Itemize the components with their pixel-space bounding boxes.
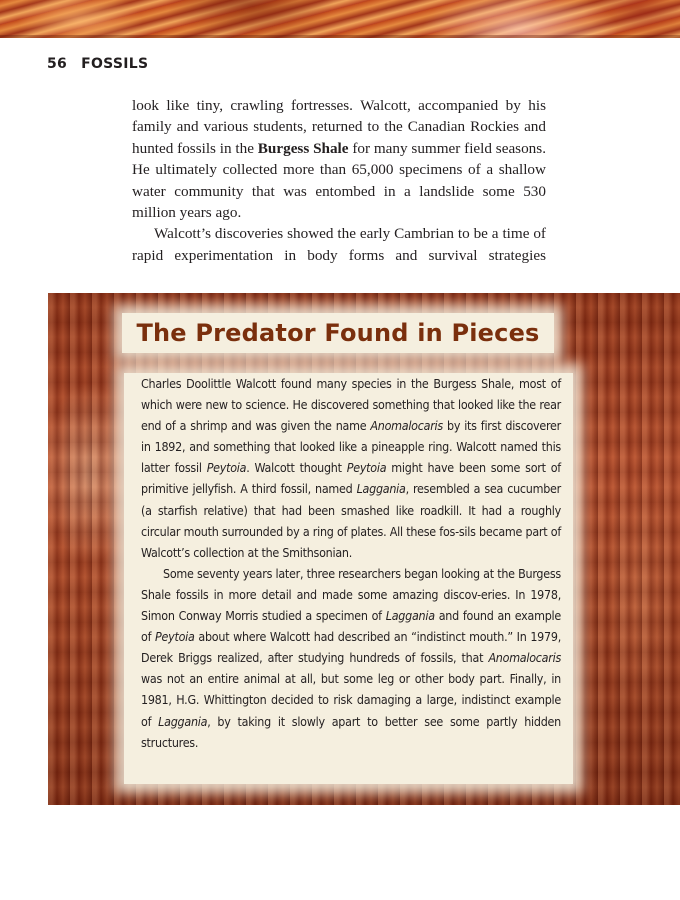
text-run: look like tiny, crawling fortresses. Walcott, accompanied by his family and various students, returned to the Canadian Rockies and hunted fossils in the — [132, 97, 546, 157]
sidebar-title-box — [122, 313, 554, 353]
page-number: 56 — [47, 56, 68, 72]
text-run: might have been some sort of primitive jellyfish. A third fossil, named — [141, 460, 561, 497]
main-text — [132, 95, 546, 266]
text-run: Some seventy years later, three researchers began looking at the Burgess Shale fossils in more detail and made some amazing discov-eries. In 1978, Simon Conway Morris studied a specimen of — [141, 565, 561, 624]
species-name: Peytoia — [346, 460, 387, 476]
sidebar-paragraph-2 — [141, 563, 561, 753]
text-run: about where Walcott had described an “indistinct mouth.” In 1979, Derek Briggs realized, after studying hundreds of fossils, that — [141, 629, 561, 666]
species-name: Laggania — [356, 481, 406, 497]
species-name: Anomalocaris — [370, 418, 443, 434]
text-run: , resembled a sea cucumber (a starfish relative) that had been smashed like roadkill. It had a roughly circular mouth surrounded by a ring of plates. All these fos-sils became part of Walcott’s collection at the Smithsonian. — [141, 481, 561, 560]
sidebar-text-box — [124, 373, 573, 784]
decorative-rock-banner — [0, 0, 680, 38]
text-run: for many summer field seasons. He ultimately collected more than 65,000 specimens of a shallow water community that was entombed in a landslide some 530 million years ago. — [132, 139, 546, 222]
main-paragraph-2: Walcott’s discoveries showed the early Cambrian to be a time of rapid experimentation in body forms and survival strategies — [132, 225, 546, 264]
sidebar-text — [141, 373, 561, 753]
species-name: Laggania — [385, 608, 435, 624]
running-header — [47, 56, 148, 72]
text-run: . Walcott thought — [246, 460, 347, 476]
text-run: , by taking it slowly apart to better see some partly hidden structures. — [141, 713, 561, 750]
species-name: Peytoia — [155, 629, 195, 645]
species-name: Laggania — [158, 713, 208, 729]
sidebar-panel — [48, 293, 680, 805]
text-run: and found an example of — [141, 608, 561, 645]
sidebar-paragraph-1 — [141, 373, 561, 563]
sidebar-title: The Predator Found in Pieces — [136, 319, 540, 347]
text-run: was not an entire animal at all, but some leg or other body part. Finally, in 1981, H.G. Whittington decided to risk damaging a large, indistinct example of — [141, 671, 561, 729]
bold-term: Burgess Shale — [257, 139, 349, 157]
text-run: by its first discoverer in 1892, and something that looked like a pineapple ring. Walcott named this latter fossil — [141, 418, 561, 476]
text-run: Charles Doolittle Walcott found many species in the Burgess Shale, most of which were new to science. He discovered something that looked like the rear end of a shrimp and was given the name — [141, 376, 561, 434]
species-name: Anomalocaris — [488, 650, 561, 666]
species-name: Peytoia — [206, 460, 247, 476]
main-paragraph-1 — [132, 95, 546, 223]
section-title: FOSSILS — [81, 56, 149, 72]
